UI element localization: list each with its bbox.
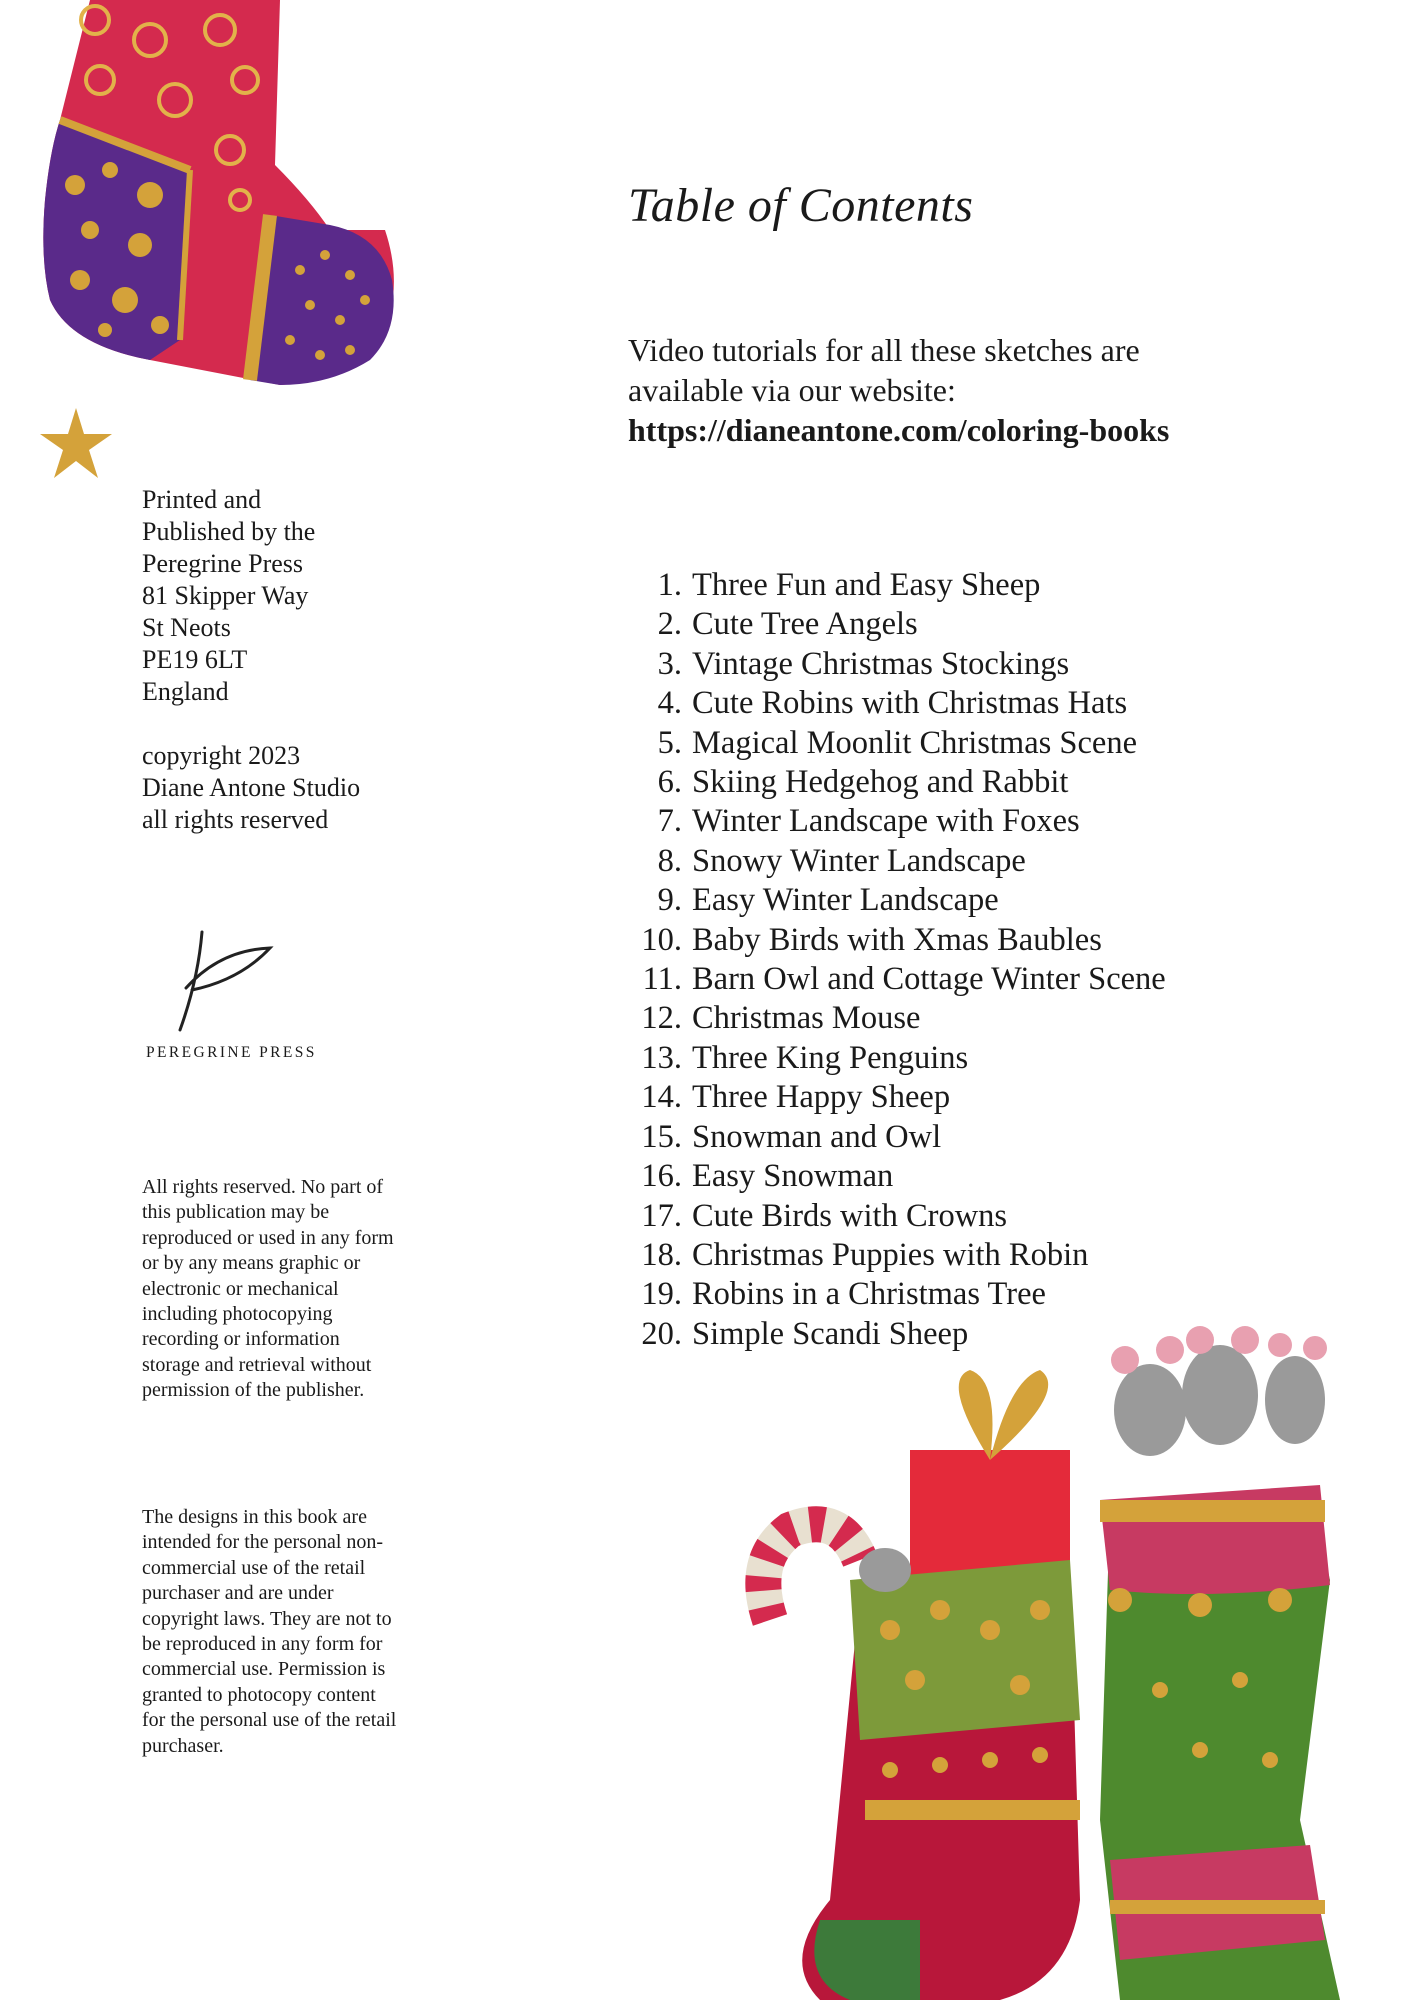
- contents-item: [628, 645, 1166, 684]
- logo-text: PEREGRINE PRESS: [146, 1044, 317, 1061]
- contents-item: [628, 802, 1166, 841]
- contents-item-label: Cute Robins with Christmas Hats: [692, 685, 1128, 722]
- usage-paragraph: The designs in this book are intended for the personal non-commercial use of the retail purchaser and are under copyright laws. They are not to be reproduced in any form for commercial use. Permission is granted to photocopy content for the personal use of the retail purchaser.: [142, 1506, 397, 1757]
- contents-item-number: 8.: [657, 842, 682, 879]
- contents-item-number: 10.: [641, 921, 682, 958]
- intro-line-2: available via our website:: [628, 372, 956, 408]
- stockings-with-mice-illustration: [740, 1300, 1414, 2000]
- contents-item-number: 1.: [657, 567, 682, 603]
- contents-item-label: Simple Scandi Sheep: [692, 1315, 969, 1352]
- copyright-line: Diane Antone Studio: [142, 773, 361, 802]
- contents-item-label: Cute Tree Angels: [692, 606, 918, 643]
- contents-item-number: 12.: [641, 1000, 682, 1037]
- contents-item-number: 7.: [657, 803, 682, 840]
- contents-item-number: 19.: [641, 1276, 682, 1313]
- star-icon: [36, 404, 116, 484]
- contents-item: [628, 1197, 1166, 1236]
- website-link[interactable]: https://dianeantone.com/coloring-books: [628, 412, 1170, 448]
- intro-line-1: Video tutorials for all these sketches are: [628, 332, 1140, 368]
- copyright-notice: [142, 740, 360, 836]
- contents-item-label: Cute Birds with Crowns: [692, 1197, 1008, 1234]
- contents-item: [628, 684, 1166, 723]
- address-line: 81 Skipper Way: [142, 581, 309, 610]
- contents-item-label: Three King Penguins: [692, 1039, 969, 1076]
- contents-item: [628, 881, 1166, 920]
- contents-item-label: Easy Winter Landscape: [692, 882, 999, 919]
- contents-item: [628, 1039, 1166, 1078]
- contents-item: [628, 763, 1166, 802]
- contents-item-label: Snowman and Owl: [692, 1118, 942, 1155]
- address-line: Printed and: [142, 485, 262, 514]
- copyright-line: copyright 2023: [142, 741, 301, 770]
- contents-item: [628, 1078, 1166, 1117]
- contents-item-number: 20.: [641, 1315, 682, 1352]
- contents-item-label: Christmas Mouse: [692, 1000, 921, 1037]
- contents-item: [628, 960, 1166, 999]
- publisher-address: [142, 484, 315, 708]
- contents-item-number: 3.: [657, 645, 682, 682]
- contents-item: [628, 605, 1166, 644]
- contents-item-number: 15.: [641, 1118, 682, 1155]
- contents-item-number: 4.: [657, 685, 682, 722]
- contents-item-label: Barn Owl and Cottage Winter Scene: [692, 961, 1166, 998]
- contents-item-label: Winter Landscape with Foxes: [692, 803, 1080, 840]
- contents-list: [628, 566, 1166, 1354]
- contents-item: [628, 999, 1166, 1038]
- contents-item: [628, 842, 1166, 881]
- contents-item-number: 11.: [642, 961, 682, 998]
- rights-paragraph: All rights reserved. No part of this publication may be reproduced or used in any form or by any means graphic or electronic or mechanical including photocopying recording or information storage and retrieval without permission of the publisher.: [142, 1176, 394, 1402]
- address-line: Published by the: [142, 517, 316, 546]
- contents-item-label: Skiing Hedgehog and Rabbit: [692, 764, 1069, 801]
- contents-item-number: 17.: [641, 1197, 682, 1234]
- contents-item-number: 6.: [657, 764, 682, 801]
- contents-item: [628, 566, 1166, 605]
- address-line: England: [142, 677, 229, 706]
- contents-item-label: Robins in a Christmas Tree: [692, 1276, 1046, 1313]
- contents-item: [628, 1118, 1166, 1157]
- intro-text: [628, 330, 1368, 450]
- contents-item-number: 9.: [657, 882, 682, 919]
- contents-item-label: Snowy Winter Landscape: [692, 842, 1026, 879]
- page-title: Table of Contents: [628, 179, 974, 232]
- contents-item: [628, 1157, 1166, 1196]
- address-line: PE19 6LT: [142, 645, 248, 674]
- contents-item-number: 18.: [641, 1236, 682, 1273]
- contents-item: [628, 724, 1166, 763]
- contents-item-number: 14.: [641, 1079, 682, 1116]
- contents-item-number: 16.: [641, 1158, 682, 1195]
- contents-item: [628, 921, 1166, 960]
- contents-item: [628, 1236, 1166, 1275]
- contents-item-label: Magical Moonlit Christmas Scene: [692, 724, 1138, 761]
- contents-item-label: Christmas Puppies with Robin: [692, 1236, 1089, 1273]
- address-line: Peregrine Press: [142, 549, 304, 578]
- contents-item-number: 13.: [641, 1039, 682, 1076]
- contents-item-number: 5.: [657, 724, 682, 761]
- copyright-line: all rights reserved: [142, 805, 329, 834]
- contents-item-label: Three Fun and Easy Sheep: [692, 567, 1041, 603]
- contents-item-label: Three Happy Sheep: [692, 1079, 951, 1116]
- contents-item-number: 2.: [657, 606, 682, 643]
- stocking-illustration: [0, 0, 420, 400]
- contents-item-label: Vintage Christmas Stockings: [692, 645, 1070, 682]
- address-line: St Neots: [142, 613, 231, 642]
- contents-item-label: Baby Birds with Xmas Baubles: [692, 921, 1102, 958]
- contents-item-label: Easy Snowman: [692, 1158, 894, 1195]
